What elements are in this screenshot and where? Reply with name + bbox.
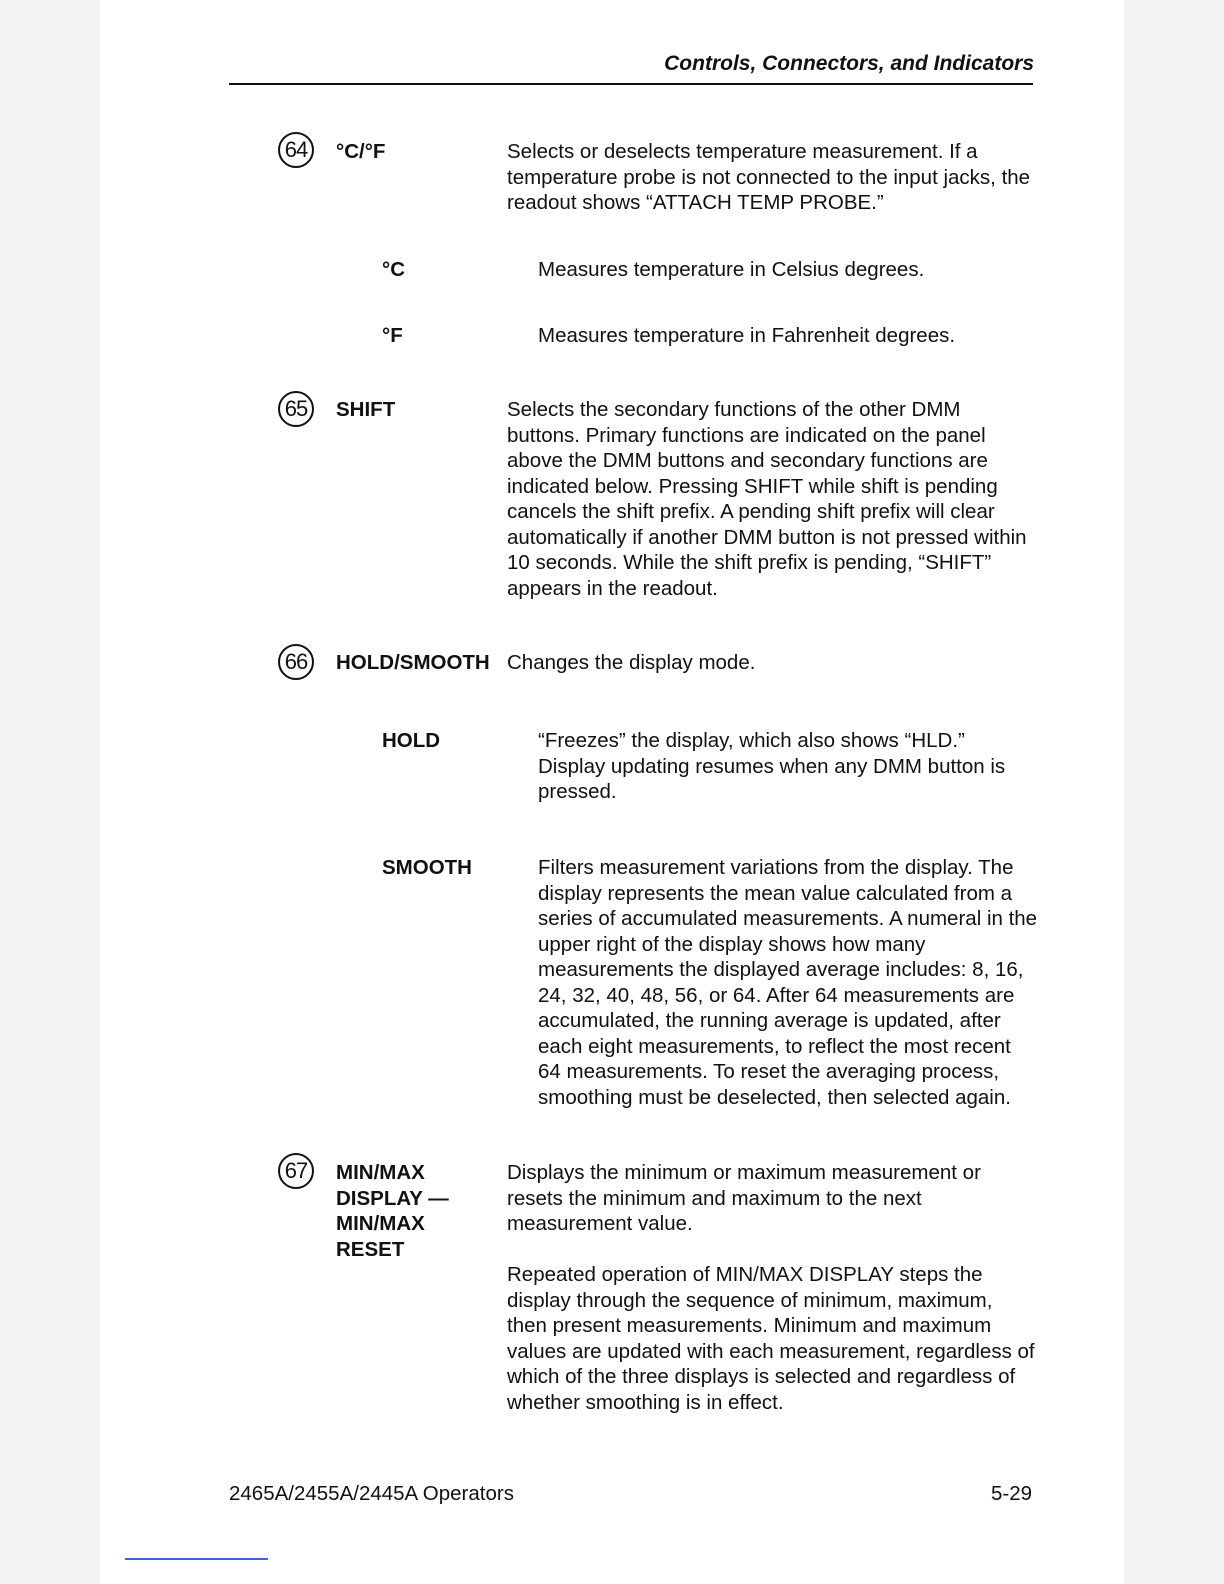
entry-term-minmax-line-4: RESET — [336, 1237, 405, 1261]
entry-description-shift: Selects the secondary functions of the other DMM buttons. Primary functions are indicated on the panel above the DMM buttons and secondary functions are indicated below. Pressing SHIFT while shift is pending cancels the shift prefix. A pending shift prefix will clear automatically if another DMM button is not pressed within 10 seconds. While the shift prefix is pending, “SHIFT” appears in the readout. — [507, 398, 1027, 600]
entry-description-temp-units: Selects or deselects temperature measurement. If a temperature probe is not connected to the input jacks, the readout shows “ATTACH TEMP PROBE.” — [507, 140, 1031, 214]
entry-description-minmax: Displays the minimum or maximum measurement or resets the minimum and maximum to the next measurement value. — [507, 1161, 981, 1235]
entry-term-temp-units: °C/°F — [336, 140, 386, 163]
subitem-description-fahrenheit: Measures temperature in Fahrenheit degrees. — [538, 324, 956, 347]
subitem-description-hold: “Freezes” the display, which also shows “HLD.” Display updating resumes when any DMM button is pressed. — [538, 729, 1006, 803]
subitem-term-celsius: °C — [382, 258, 406, 281]
entry-description-minmax-detail: Repeated operation of MIN/MAX DISPLAY steps the display through the sequence of minimum, maximum, then present measurements. Minimum and maximum values are updated with each measurement, regardless of which of the three displays is selected and regardless of whether smoothing is in effect. — [507, 1263, 1035, 1414]
subitem-term-smooth: SMOOTH — [382, 856, 472, 879]
entry-term-minmax-line-2: DISPLAY — — [336, 1186, 449, 1210]
callout-number-64: 64 — [278, 132, 314, 168]
section-header-title: Controls, Connectors, and Indicators — [664, 52, 1034, 75]
entry-term-minmax-line-3: MIN/MAX — [336, 1212, 425, 1235]
callout-number-66: 66 — [278, 644, 314, 680]
entry-term-hold-smooth: HOLD/SMOOTH — [336, 651, 490, 674]
callout-number-65: 65 — [278, 391, 314, 427]
entry-term-minmax-line-1: MIN/MAX — [336, 1161, 425, 1184]
subitem-term-hold: HOLD — [382, 729, 441, 752]
footer-page-number: 5-29 — [990, 1482, 1032, 1505]
footer-manual-title: 2465A/2455A/2445A Operators — [229, 1482, 514, 1505]
subitem-term-fahrenheit: °F — [382, 324, 403, 347]
subitem-description-smooth: Filters measurement variations from the display. The display represents the mean value calculated from a series of accumulated measurements. A numeral in the upper right of the display shows how many measurements the displayed average includes: 8, 16, 24, 32, 40, 48, 56, or 64. After 64 measurements are accumulated, the running average is updated, after each eight measurements, to reflect the most recent 64 measurements. To reset the averaging process, smoothing must be deselected, then selected again. — [538, 856, 1038, 1109]
entry-term-shift: SHIFT — [336, 398, 396, 421]
edge-mark — [125, 1558, 268, 1560]
callout-number-67: 67 — [278, 1153, 314, 1189]
subitem-description-celsius: Measures temperature in Celsius degrees. — [538, 258, 925, 281]
entry-description-hold-smooth: Changes the display mode. — [507, 651, 756, 674]
header-rule — [229, 83, 1033, 85]
